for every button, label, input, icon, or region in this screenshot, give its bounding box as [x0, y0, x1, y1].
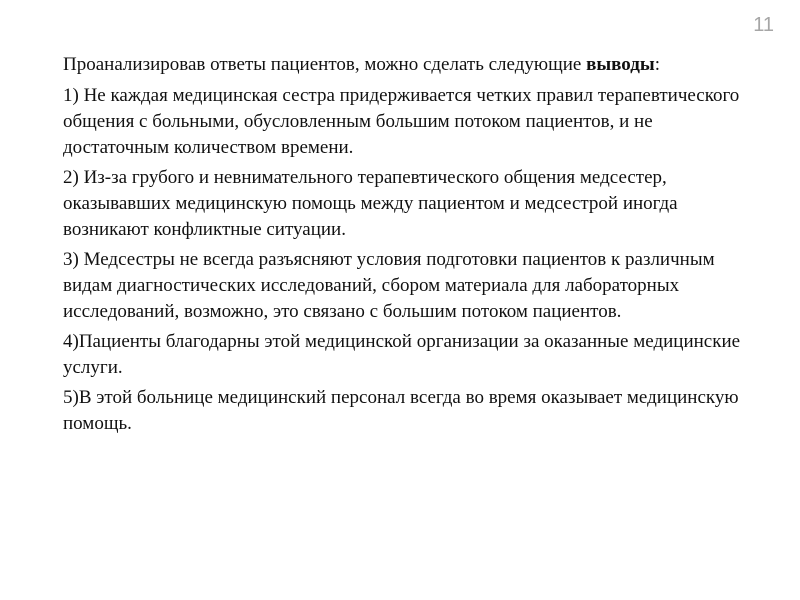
conclusion-item-4: 4)Пациенты благодарны этой медицинской организации за оказанные медицинские услуги.: [63, 331, 741, 378]
slide-content: [63, 52, 763, 441]
intro-tail-text: :: [654, 54, 660, 75]
conclusion-item-3: 3) Медсестры не всегда разъясняют условия подготовки пациентов к различным видам диагностических исследований, сбором материала для лабораторных исследований, возможно, это связано с большим потоком пациентов.: [63, 249, 715, 322]
conclusion-item-1: 1) Не каждая медицинская сестра придерживается четких правил терапевтического общения с больными, обусловленным большим потоком пациентов, и не достаточным количеством времени.: [63, 85, 740, 158]
conclusion-item-5: 5)В этой больнице медицинский персонал всегда во время оказывает медицинскую помощь.: [63, 387, 739, 434]
intro-lead-text: Проанализировав ответы пациентов, можно сделать следующие: [63, 54, 587, 75]
conclusion-item-2: 2) Из-за грубого и невнимательного терапевтического общения медсестер, оказывавших медицинскую помощь между пациентом и медсестрой иногда возникают конфликтные ситуации.: [63, 167, 678, 240]
page-number: 11: [753, 14, 774, 36]
intro-emphasis-text: выводы: [586, 54, 655, 75]
intro-paragraph: [63, 52, 763, 78]
